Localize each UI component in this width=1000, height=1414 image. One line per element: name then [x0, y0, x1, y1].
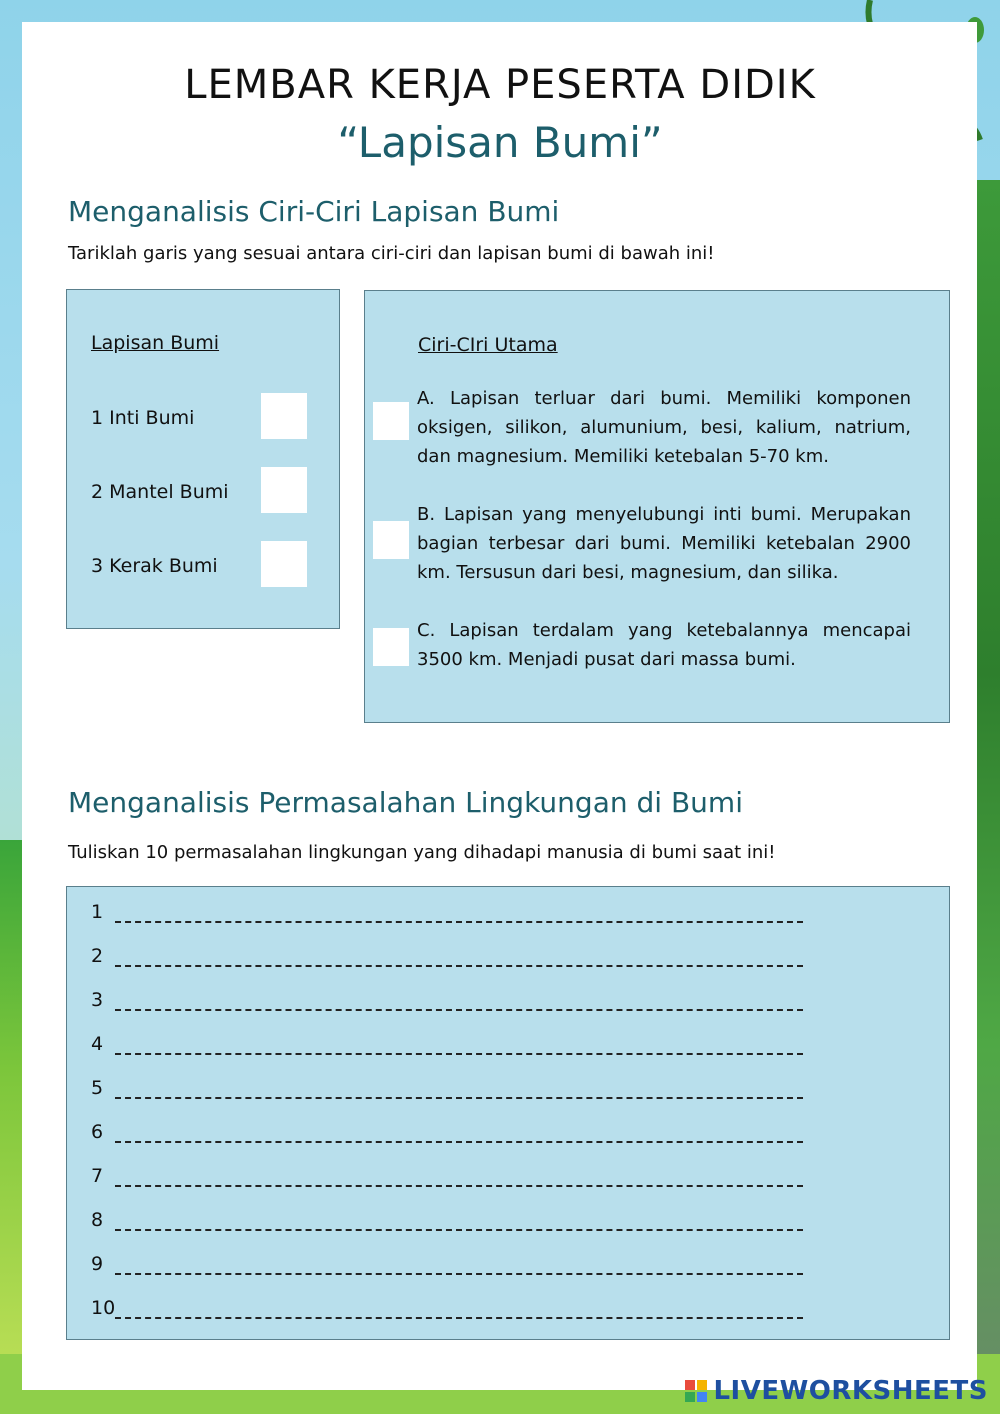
answer-blank[interactable]: [115, 1035, 803, 1055]
answer-blank[interactable]: [115, 1167, 803, 1187]
answer-blank[interactable]: [115, 903, 803, 923]
section-title-layers: Menganalisis Ciri-Ciri Lapisan Bumi: [68, 195, 560, 228]
answer-number: 4: [91, 1033, 104, 1055]
answer-line[interactable]: [91, 1297, 803, 1319]
section-title-environment: Menganalisis Permasalahan Lingkungan di Bumi: [68, 786, 743, 819]
answer-blank[interactable]: [115, 1123, 803, 1143]
layers-header: Lapisan Bumi: [91, 332, 220, 354]
layer-label: 3 Kerak Bumi: [91, 555, 218, 577]
answer-number: 7: [91, 1165, 104, 1187]
instruction-layers: Tariklah garis yang sesuai antara ciri-ciri dan lapisan bumi di bawah ini!: [68, 243, 715, 264]
answer-blank[interactable]: [115, 1255, 803, 1275]
answer-blank[interactable]: [115, 947, 803, 967]
trait-description: B. Lapisan yang menyelubungi inti bumi. Merupakan bagian terbesar dari bumi. Memiliki ketebalan 2900 km. Tersusun dari besi, magnesium, dan silika.: [417, 504, 911, 583]
layer-answer-slot[interactable]: [261, 467, 307, 513]
trait-description: C. Lapisan terdalam yang ketebalannya mencapai 3500 km. Menjadi pusat dari massa bumi.: [417, 620, 911, 670]
answer-line[interactable]: [91, 901, 803, 923]
trait-description: A. Lapisan terluar dari bumi. Memiliki komponen oksigen, silikon, alumunium, besi, kalium, natrium, dan magnesium. Memiliki ketebalan 5-70 km.: [417, 388, 911, 467]
answer-number: 3: [91, 989, 104, 1011]
answer-blank[interactable]: [115, 1079, 803, 1099]
answer-number: 1: [91, 901, 104, 923]
trait-answer-slot[interactable]: [373, 402, 409, 440]
answer-line[interactable]: [91, 1165, 803, 1187]
answer-line[interactable]: [91, 1033, 803, 1055]
instruction-environment: Tuliskan 10 permasalahan lingkungan yang dihadapi manusia di bumi saat ini!: [68, 842, 776, 863]
answer-line[interactable]: [91, 989, 803, 1011]
answer-blank[interactable]: [115, 1299, 803, 1319]
traits-box: [364, 290, 950, 723]
trait-answer-slot[interactable]: [373, 628, 409, 666]
answer-number: 2: [91, 945, 104, 967]
brand-name: LIVEWORKSHEETS: [713, 1376, 988, 1406]
answer-line[interactable]: [91, 1121, 803, 1143]
answer-blank[interactable]: [115, 991, 803, 1011]
answer-number: 10: [91, 1297, 116, 1319]
answer-number: 8: [91, 1209, 104, 1231]
answers-box: [66, 886, 950, 1340]
answer-blank[interactable]: [115, 1211, 803, 1231]
layer-answer-slot[interactable]: [261, 393, 307, 439]
liveworksheets-icon: [685, 1380, 707, 1402]
layer-answer-slot[interactable]: [261, 541, 307, 587]
answer-line[interactable]: [91, 1077, 803, 1099]
answer-number: 9: [91, 1253, 104, 1275]
answer-line[interactable]: [91, 945, 803, 967]
layers-box: [66, 289, 340, 629]
trait-answer-slot[interactable]: [373, 521, 409, 559]
traits-header: Ciri-CIri Utama: [418, 334, 558, 356]
answer-line[interactable]: [91, 1209, 803, 1231]
layer-label: 1 Inti Bumi: [91, 407, 195, 429]
page-title: LEMBAR KERJA PESERTA DIDIK: [184, 62, 816, 108]
layer-label: 2 Mantel Bumi: [91, 481, 229, 503]
answer-number: 5: [91, 1077, 104, 1099]
liveworksheets-logo[interactable]: [685, 1376, 988, 1406]
page-subtitle: “Lapisan Bumi”: [337, 118, 663, 167]
answer-line[interactable]: [91, 1253, 803, 1275]
answer-number: 6: [91, 1121, 104, 1143]
